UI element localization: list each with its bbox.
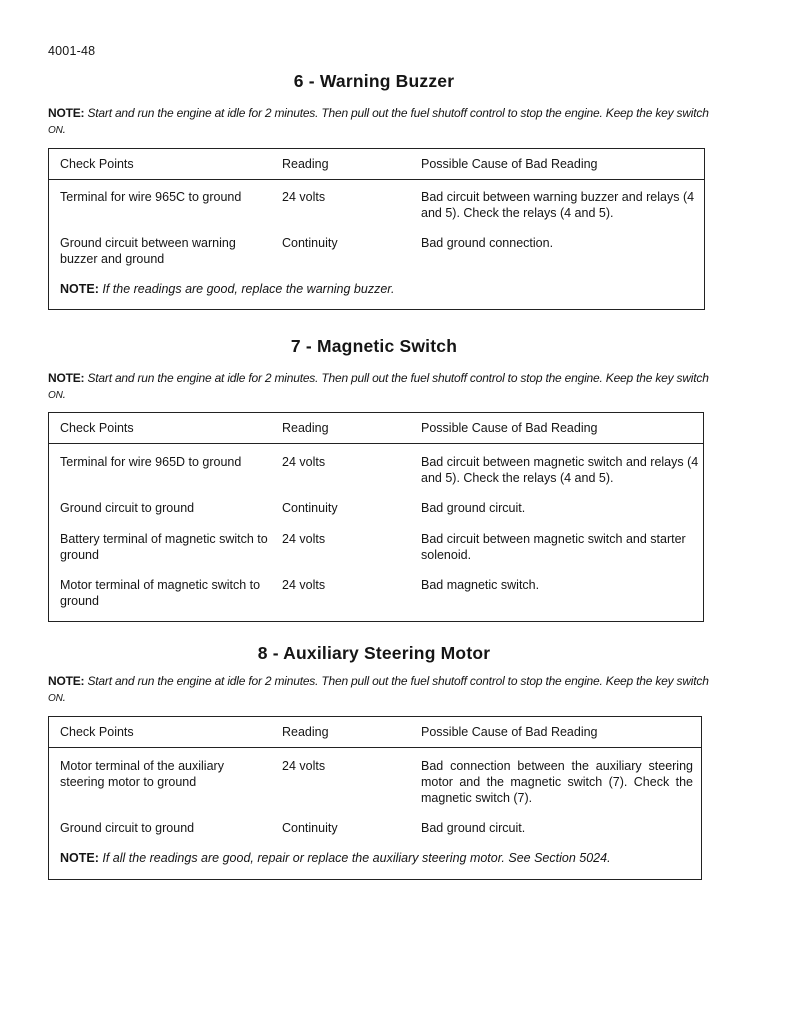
cell-reading: 24 volts xyxy=(282,455,326,469)
section-title-warning-buzzer: 6 - Warning Buzzer xyxy=(293,71,455,91)
cell-check-point: Ground circuit between warning buzzer and ground xyxy=(60,236,236,266)
cell-reading: Continuity xyxy=(282,236,338,250)
cell-check-point: Ground circuit to ground xyxy=(60,501,195,515)
cell-possible-cause: Bad connection between the auxiliary steering motor and the magnetic switch (7). Check the magnetic switch (7). xyxy=(421,759,693,805)
table-header xyxy=(49,413,703,444)
header-check-points: Check Points xyxy=(60,157,134,171)
note-on: ON xyxy=(48,124,63,136)
cell-reading: 24 volts xyxy=(282,759,326,773)
cell-check-point: Motor terminal of the auxiliary steering motor to ground xyxy=(60,759,224,789)
header-check-points: Check Points xyxy=(60,421,134,435)
cell-check-point: Battery terminal of magnetic switch to ground xyxy=(60,532,268,562)
note-on: ON xyxy=(48,692,63,704)
header-check-points: Check Points xyxy=(60,725,134,739)
cell-possible-cause: Bad magnetic switch. xyxy=(421,578,540,592)
note-label: NOTE: xyxy=(48,106,85,120)
cell-check-point: Terminal for wire 965C to ground xyxy=(60,190,242,204)
note-magnetic-switch xyxy=(48,371,718,403)
note-text: Start and run the engine at idle for 2 minutes. Then pull out the fuel shutoff control to stop the engine. Keep the key switch xyxy=(87,106,709,120)
cell-possible-cause: Bad circuit between warning buzzer and relays (4 and 5). Check the relays (4 and 5). xyxy=(421,190,695,220)
cell-possible-cause: Bad circuit between magnetic switch and starter solenoid. xyxy=(421,532,686,562)
table-note-label: NOTE: xyxy=(60,851,99,865)
cell-possible-cause: Bad ground connection. xyxy=(421,236,554,250)
header-possible-cause: Possible Cause of Bad Reading xyxy=(421,157,598,171)
header-possible-cause: Possible Cause of Bad Reading xyxy=(421,421,598,435)
note-end: . xyxy=(62,386,66,401)
note-end: . xyxy=(62,689,66,704)
table-note-label: NOTE: xyxy=(60,282,99,296)
table-note-text: If the readings are good, replace the warning buzzer. xyxy=(102,282,395,296)
cell-possible-cause: Bad ground circuit. xyxy=(421,821,526,835)
header-reading: Reading xyxy=(282,421,329,435)
section-title-magnetic-switch: 7 - Magnetic Switch xyxy=(290,336,458,356)
note-text: Start and run the engine at idle for 2 minutes. Then pull out the fuel shutoff control to stop the engine. Keep the key switch xyxy=(87,674,709,688)
table-note-text: If all the readings are good, repair or replace the auxiliary steering motor. See Section 5024. xyxy=(102,851,611,865)
cell-reading: Continuity xyxy=(282,821,338,835)
cell-check-point: Terminal for wire 965D to ground xyxy=(60,455,242,469)
cell-reading: 24 volts xyxy=(282,578,326,592)
header-possible-cause: Possible Cause of Bad Reading xyxy=(421,725,598,739)
cell-possible-cause: Bad ground circuit. xyxy=(421,501,526,515)
table-header xyxy=(49,149,704,180)
header-reading: Reading xyxy=(282,725,329,739)
header-reading: Reading xyxy=(282,157,329,171)
note-warning-buzzer xyxy=(48,106,718,138)
cell-check-point: Motor terminal of magnetic switch to ground xyxy=(60,578,261,608)
note-auxiliary-steering-motor xyxy=(48,674,718,706)
cell-check-point: Ground circuit to ground xyxy=(60,821,195,835)
table-footer-note xyxy=(60,851,611,865)
table-magnetic-switch xyxy=(48,412,704,622)
note-text: Start and run the engine at idle for 2 minutes. Then pull out the fuel shutoff control to stop the engine. Keep the key switch xyxy=(87,371,709,385)
note-end: . xyxy=(62,121,66,136)
page-number: 4001-48 xyxy=(48,44,96,58)
table-warning-buzzer xyxy=(48,148,705,310)
section-title-auxiliary-steering-motor: 8 - Auxiliary Steering Motor xyxy=(257,643,491,663)
cell-reading: 24 volts xyxy=(282,532,326,546)
cell-reading: Continuity xyxy=(282,501,338,515)
table-footer-note xyxy=(60,282,394,296)
note-label: NOTE: xyxy=(48,674,85,688)
cell-reading: 24 volts xyxy=(282,190,326,204)
note-label: NOTE: xyxy=(48,371,85,385)
table-auxiliary-steering-motor xyxy=(48,716,702,880)
cell-possible-cause: Bad circuit between magnetic switch and relays (4 and 5). Check the relays (4 and 5). xyxy=(421,455,699,485)
table-header xyxy=(49,717,701,748)
note-on: ON xyxy=(48,389,63,401)
